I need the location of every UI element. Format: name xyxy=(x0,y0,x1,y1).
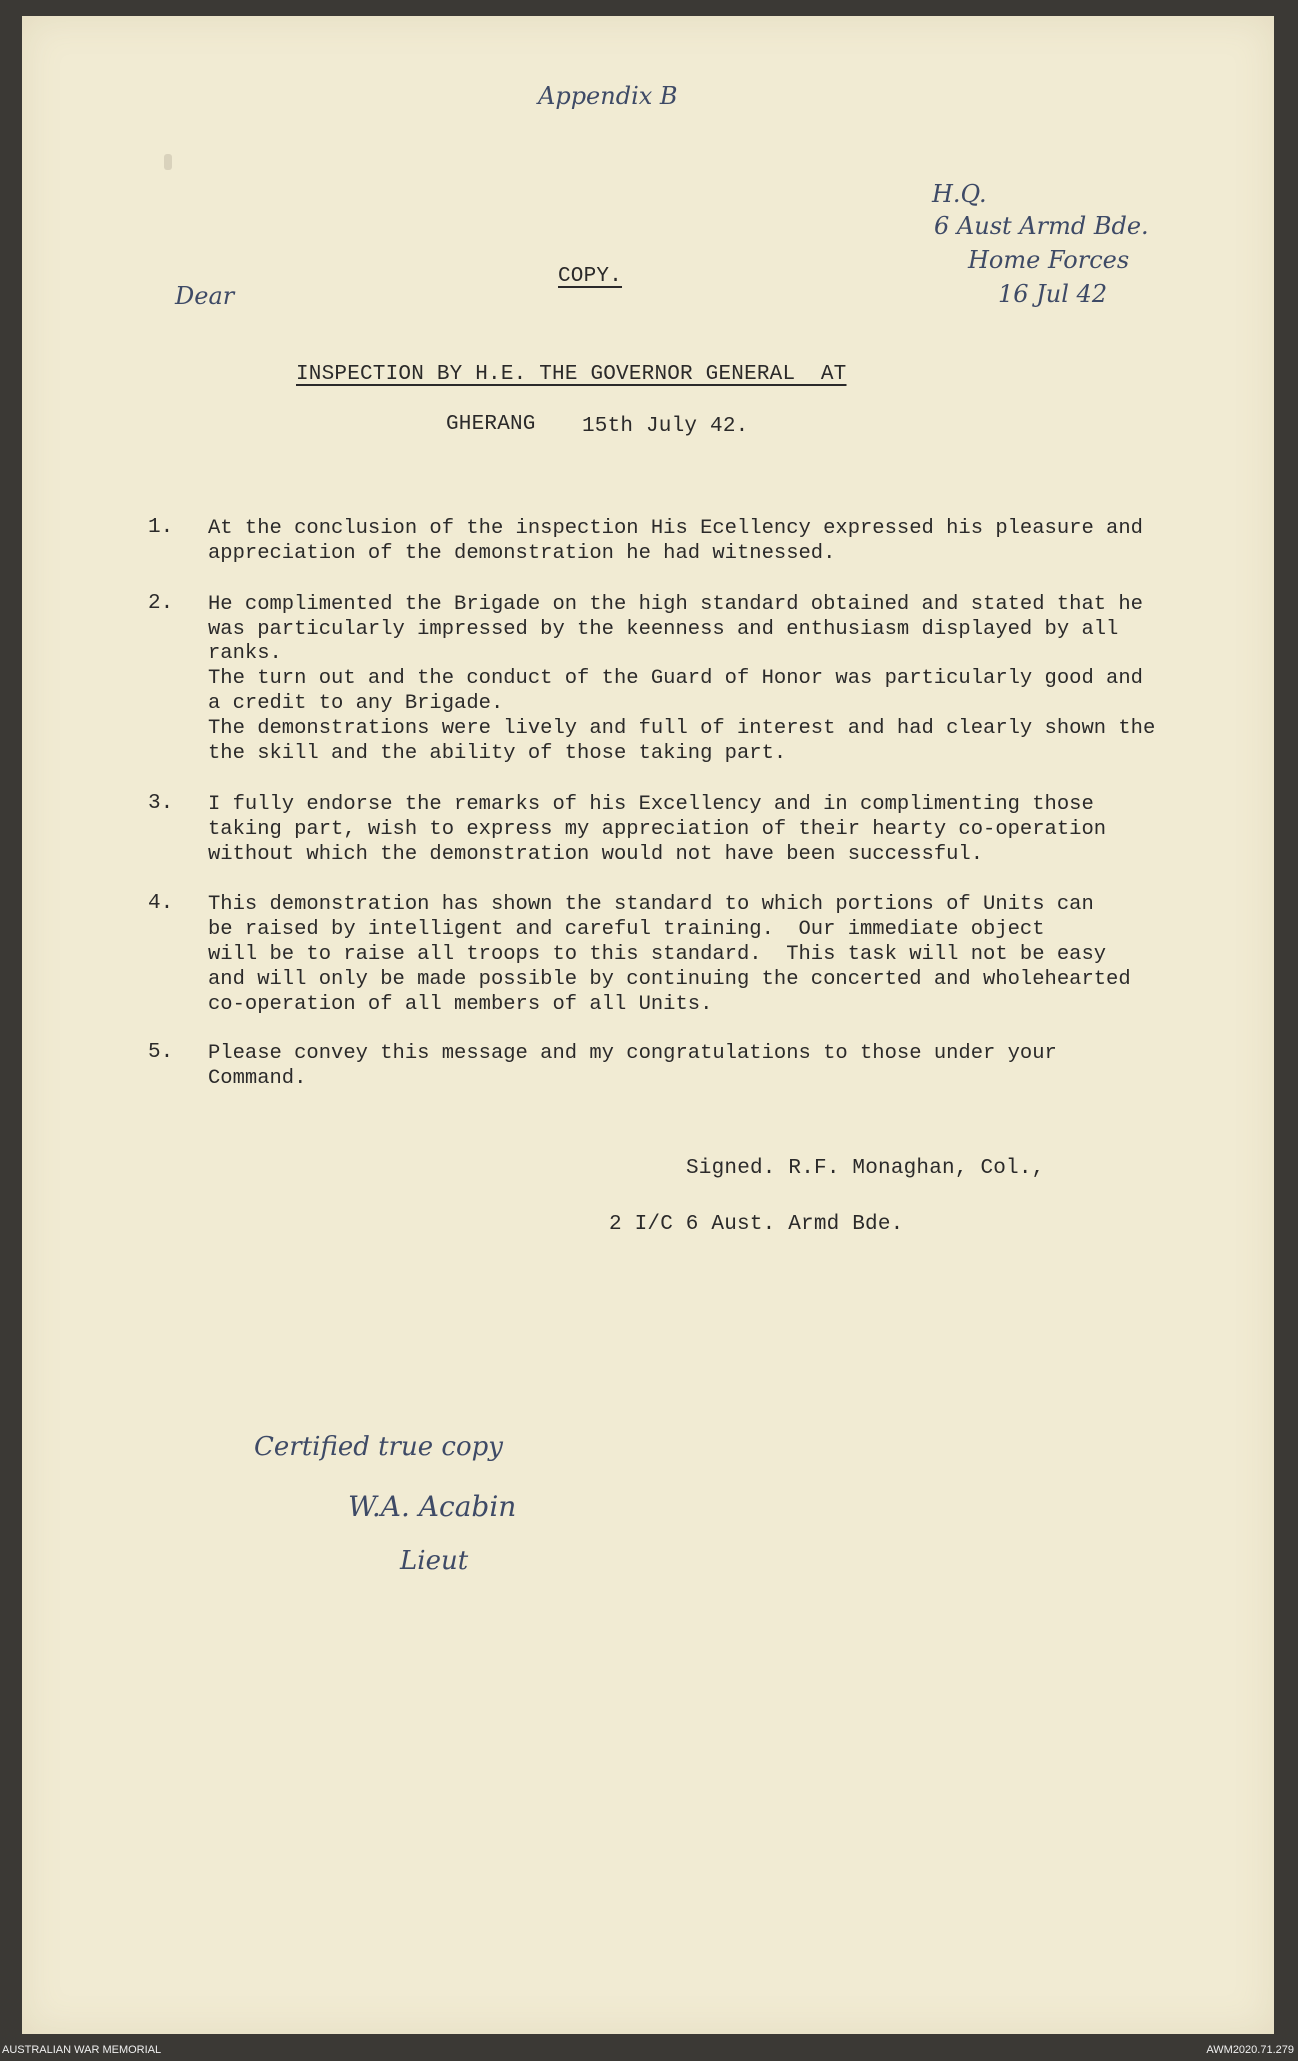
paragraph-3-number: 3. xyxy=(148,792,174,815)
inspection-location: GHERANG xyxy=(446,413,536,436)
paragraph-4-line2: be raised by intelligent and careful training. Our immediate object xyxy=(208,918,1045,941)
paragraph-1-line1: At the conclusion of the inspection His Ecellency expressed his pleasure and xyxy=(208,517,1143,540)
paragraph-2-line3: ranks. xyxy=(208,642,282,665)
paragraph-2-line1: He complimented the Brigade on the high standard obtained and stated that he xyxy=(208,593,1143,616)
paragraph-3-line1: I fully endorse the remarks of his Excellency and in complimenting those xyxy=(208,793,1094,816)
inspection-date: 15th July 42. xyxy=(582,415,749,438)
signed-line: Signed. R.F. Monaghan, Col., xyxy=(686,1157,1045,1180)
paragraph-4-line3: will be to raise all troops to this standard. This task will not be easy xyxy=(208,943,1107,966)
paragraph-2-line5: a credit to any Brigade. xyxy=(208,692,504,715)
document-page xyxy=(22,16,1274,2034)
paragraph-1-number: 1. xyxy=(148,516,174,539)
paragraph-3-line2: taking part, wish to express my appreciation of their hearty co-operation xyxy=(208,818,1107,841)
certifier-rank: Lieut xyxy=(400,1546,469,1576)
paragraph-5-number: 5. xyxy=(148,1041,174,1064)
hq-annotation-line2: 6 Aust Armd Bde. xyxy=(934,212,1149,240)
paragraph-1-line2: appreciation of the demonstration he had witnessed. xyxy=(208,542,836,565)
paragraph-4-line1: This demonstration has shown the standard to which portions of Units can xyxy=(208,893,1094,916)
paragraph-5-line1: Please convey this message and my congratulations to those under your xyxy=(208,1042,1057,1065)
paragraph-3-line3: without which the demonstration would not have been successful. xyxy=(208,843,984,866)
signature-unit: 2 I/C 6 Aust. Armd Bde. xyxy=(609,1213,904,1236)
paragraph-4-line5: co-operation of all members of all Units. xyxy=(208,993,713,1016)
document-title: INSPECTION BY H.E. THE GOVERNOR GENERAL AT xyxy=(296,363,847,386)
paragraph-4-line4: and will only be made possible by continuing the concerted and wholehearted xyxy=(208,968,1131,991)
appendix-annotation: Appendix B xyxy=(538,82,678,110)
archive-reference: AWM2020.71.279 xyxy=(1206,2044,1294,2056)
hq-annotation-date: 16 Jul 42 xyxy=(998,280,1108,308)
certified-copy-annotation: Certified true copy xyxy=(254,1432,503,1462)
paragraph-2-number: 2. xyxy=(148,592,174,615)
paragraph-4-number: 4. xyxy=(148,892,174,915)
paragraph-2-line4: The turn out and the conduct of the Guard of Honor was particularly good and xyxy=(208,667,1143,690)
paragraph-2-line6: The demonstrations were lively and full of interest and had clearly shown the xyxy=(208,717,1156,740)
hq-annotation-line1: H.Q. xyxy=(932,180,987,208)
dear-annotation: Dear xyxy=(175,282,235,310)
paragraph-2-line7: the skill and the ability of those taking part. xyxy=(208,742,787,765)
paragraph-5-line2: Command. xyxy=(208,1067,307,1090)
paper-damage-mark xyxy=(164,154,172,170)
paragraph-2-line2: was particularly impressed by the keenness and enthusiasm displayed by all xyxy=(208,618,1119,641)
copy-heading: COPY. xyxy=(558,265,623,288)
hq-annotation-line3: Home Forces xyxy=(968,246,1130,274)
certifier-signature: W.A. Acabin xyxy=(348,1490,517,1523)
archive-credit: AUSTRALIAN WAR MEMORIAL xyxy=(2,2044,162,2056)
